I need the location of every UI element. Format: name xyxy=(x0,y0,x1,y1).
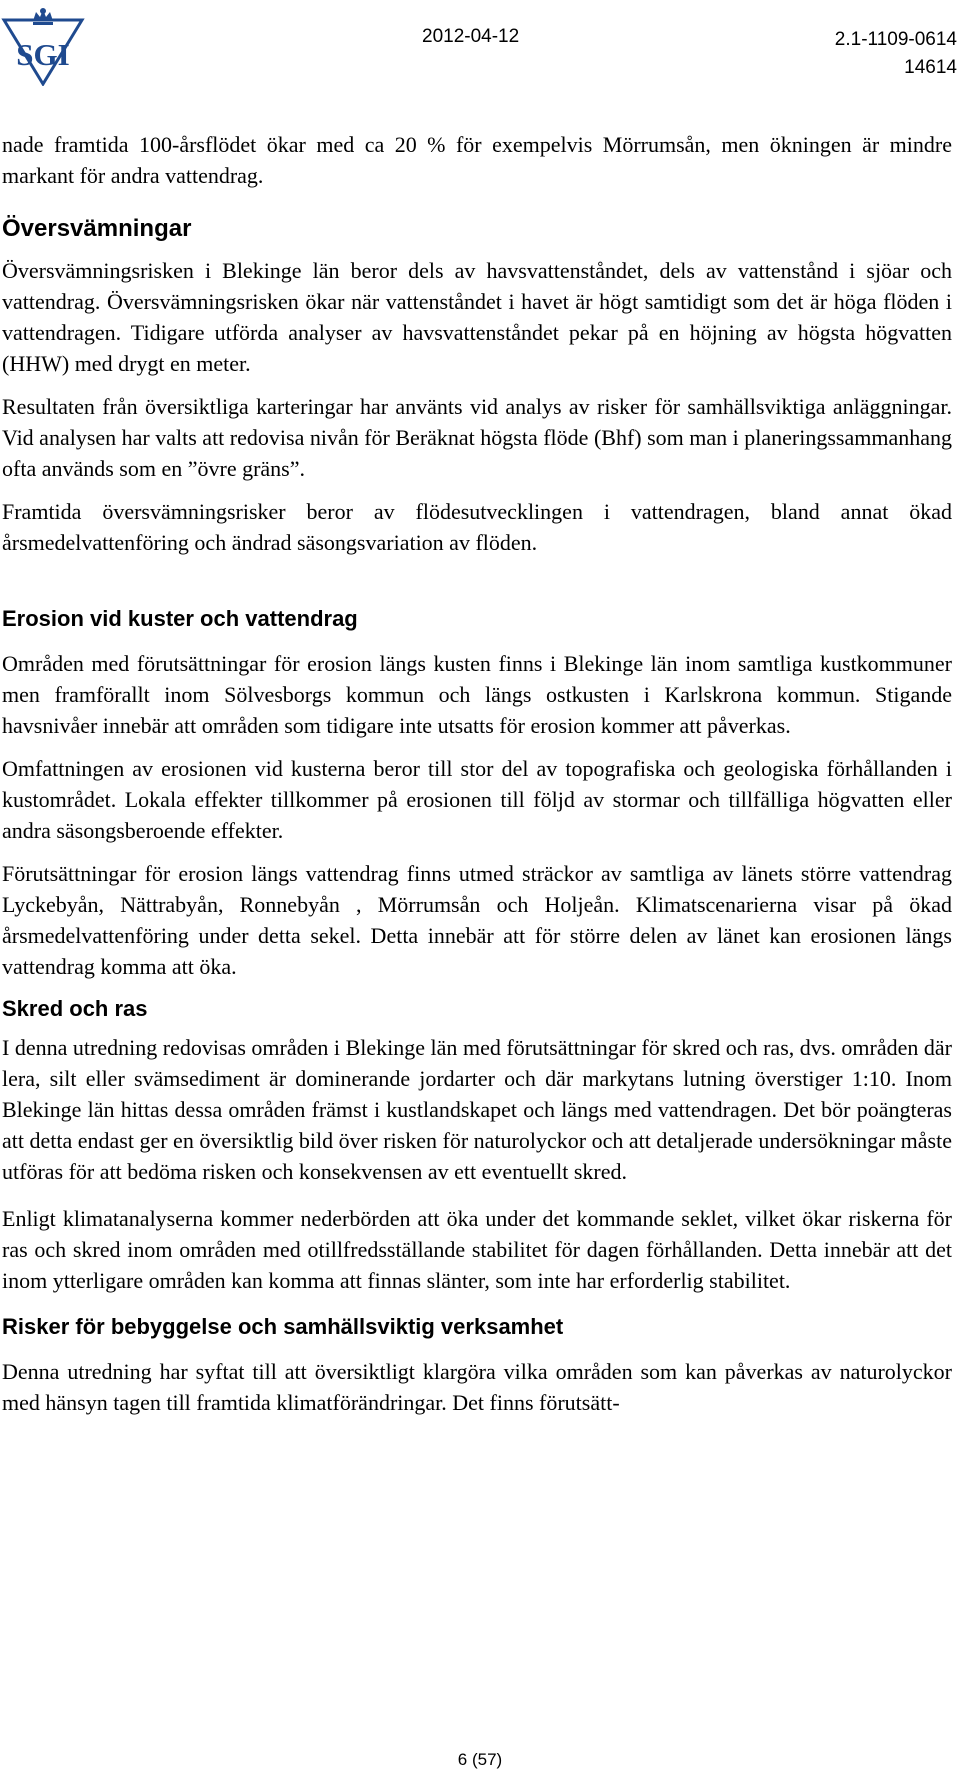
heading-oversvamningar: Översvämningar xyxy=(2,215,192,242)
paragraph: Denna utredning har syftat till att översiktligt klargöra vilka områden som kan påverkas av naturolyckor med hänsyn tagen till framtida klimatförändringar. Det finns förutsätt- xyxy=(2,1359,952,1415)
document-date: 2012-04-12 xyxy=(422,26,520,47)
paragraph: Enligt klimatanalyserna kommer nederbörden att öka under det kommande seklet, vilket ökar riskerna för ras och skred inom områden med otillfredsställande stabilitet för dagen förhållanden. Detta innebär att det inom ytterligare områden kan komma att finnas slänter, som inte har erforderlig stabilitet. xyxy=(2,1206,952,1293)
heading-risker: Risker för bebyggelse och samhällsviktig verksamhet xyxy=(2,1314,564,1339)
reference-number: 2.1-1109-0614 xyxy=(834,29,957,50)
svg-text:SGI: SGI xyxy=(16,37,70,72)
document-body xyxy=(2,129,952,1418)
paragraph: Omfattningen av erosionen vid kusterna beror till stor del av topografiska och geologiska förhållanden i kustområdet. Lokala effekter tillkommer på erosionen till följd av stormar och tillfälliga högvatten eller andra säsongsberoende effekter. xyxy=(2,756,952,843)
paragraph: Förutsättningar för erosion längs vattendrag finns utmed sträckor av samtliga av länets större vattendrag Lyckebyån, Nättrabyån, Ronnebyån , Mörrumsån och Holjeån. Klimatscenarierna visar på ökad årsmedelvattenföring under detta sekel. Detta innebär att för större delen av länet kan erosionen längs vattendrag komma att öka. xyxy=(2,861,952,979)
reference-id: 14614 xyxy=(904,57,957,78)
paragraph: Översvämningsrisken i Blekinge län beror dels av havsvattenståndet, dels av vattenstånd i sjöar och vattendrag. Översvämningsrisken ökar när vattenståndet i havet är högt samtidigt som det är höga flöden i vattendragen. Tidigare utförda analyser av havsvattenståndet pekar på en höjning av högsta högvatten (HHW) med drygt en meter. xyxy=(2,258,952,376)
heading-erosion: Erosion vid kuster och vattendrag xyxy=(2,606,358,631)
paragraph: Områden med förutsättningar för erosion längs kusten finns i Blekinge län inom samtliga kustkommuner men framförallt inom Sölvesborgs kommun och längs ostkusten i Karlskrona kommun. Stigande havsnivåer innebär att områden som tidigare inte utsatts för erosion kommer att påverkas. xyxy=(2,651,952,738)
paragraph: Framtida översvämningsrisker beror av flödesutvecklingen i vattendragen, bland annat ökad årsmedelvattenföring och ändrad säsongsvariation av flöden. xyxy=(2,499,952,555)
paragraph: nade framtida 100-årsflödet ökar med ca 20 % för exempelvis Mörrumsån, men ökningen är mindre markant för andra vattendrag. xyxy=(2,132,952,188)
paragraph: I denna utredning redovisas områden i Blekinge län med förutsättningar för skred och ras, dvs. områden där lera, silt eller svämsediment är dominerande jordarter och där markytans lutning överstiger 1:10. Inom Blekinge län hittas dessa områden främst i kustlandskapet och längs med vattendragen. Det bör poängteras att detta endast ger en översiktlig bild över risken för naturolyckor och att detaljerade undersökningar måste utföras för att bedöma risken och konsekvensen av ett eventuellt skred. xyxy=(2,1035,952,1184)
page-number: 6 (57) xyxy=(457,1750,503,1769)
document-reference xyxy=(757,26,957,82)
paragraph: Resultaten från översiktliga karteringar har använts vid analys av risker för samhällsviktiga anläggningar. Vid analysen har valts att redovisa nivån för Beräknat högsta flöde (Bhf) som man i planeringssammanhang ofta används som en ”övre gräns”. xyxy=(2,394,952,481)
sgi-logo xyxy=(0,0,86,86)
heading-skred-och-ras: Skred och ras xyxy=(2,996,148,1021)
